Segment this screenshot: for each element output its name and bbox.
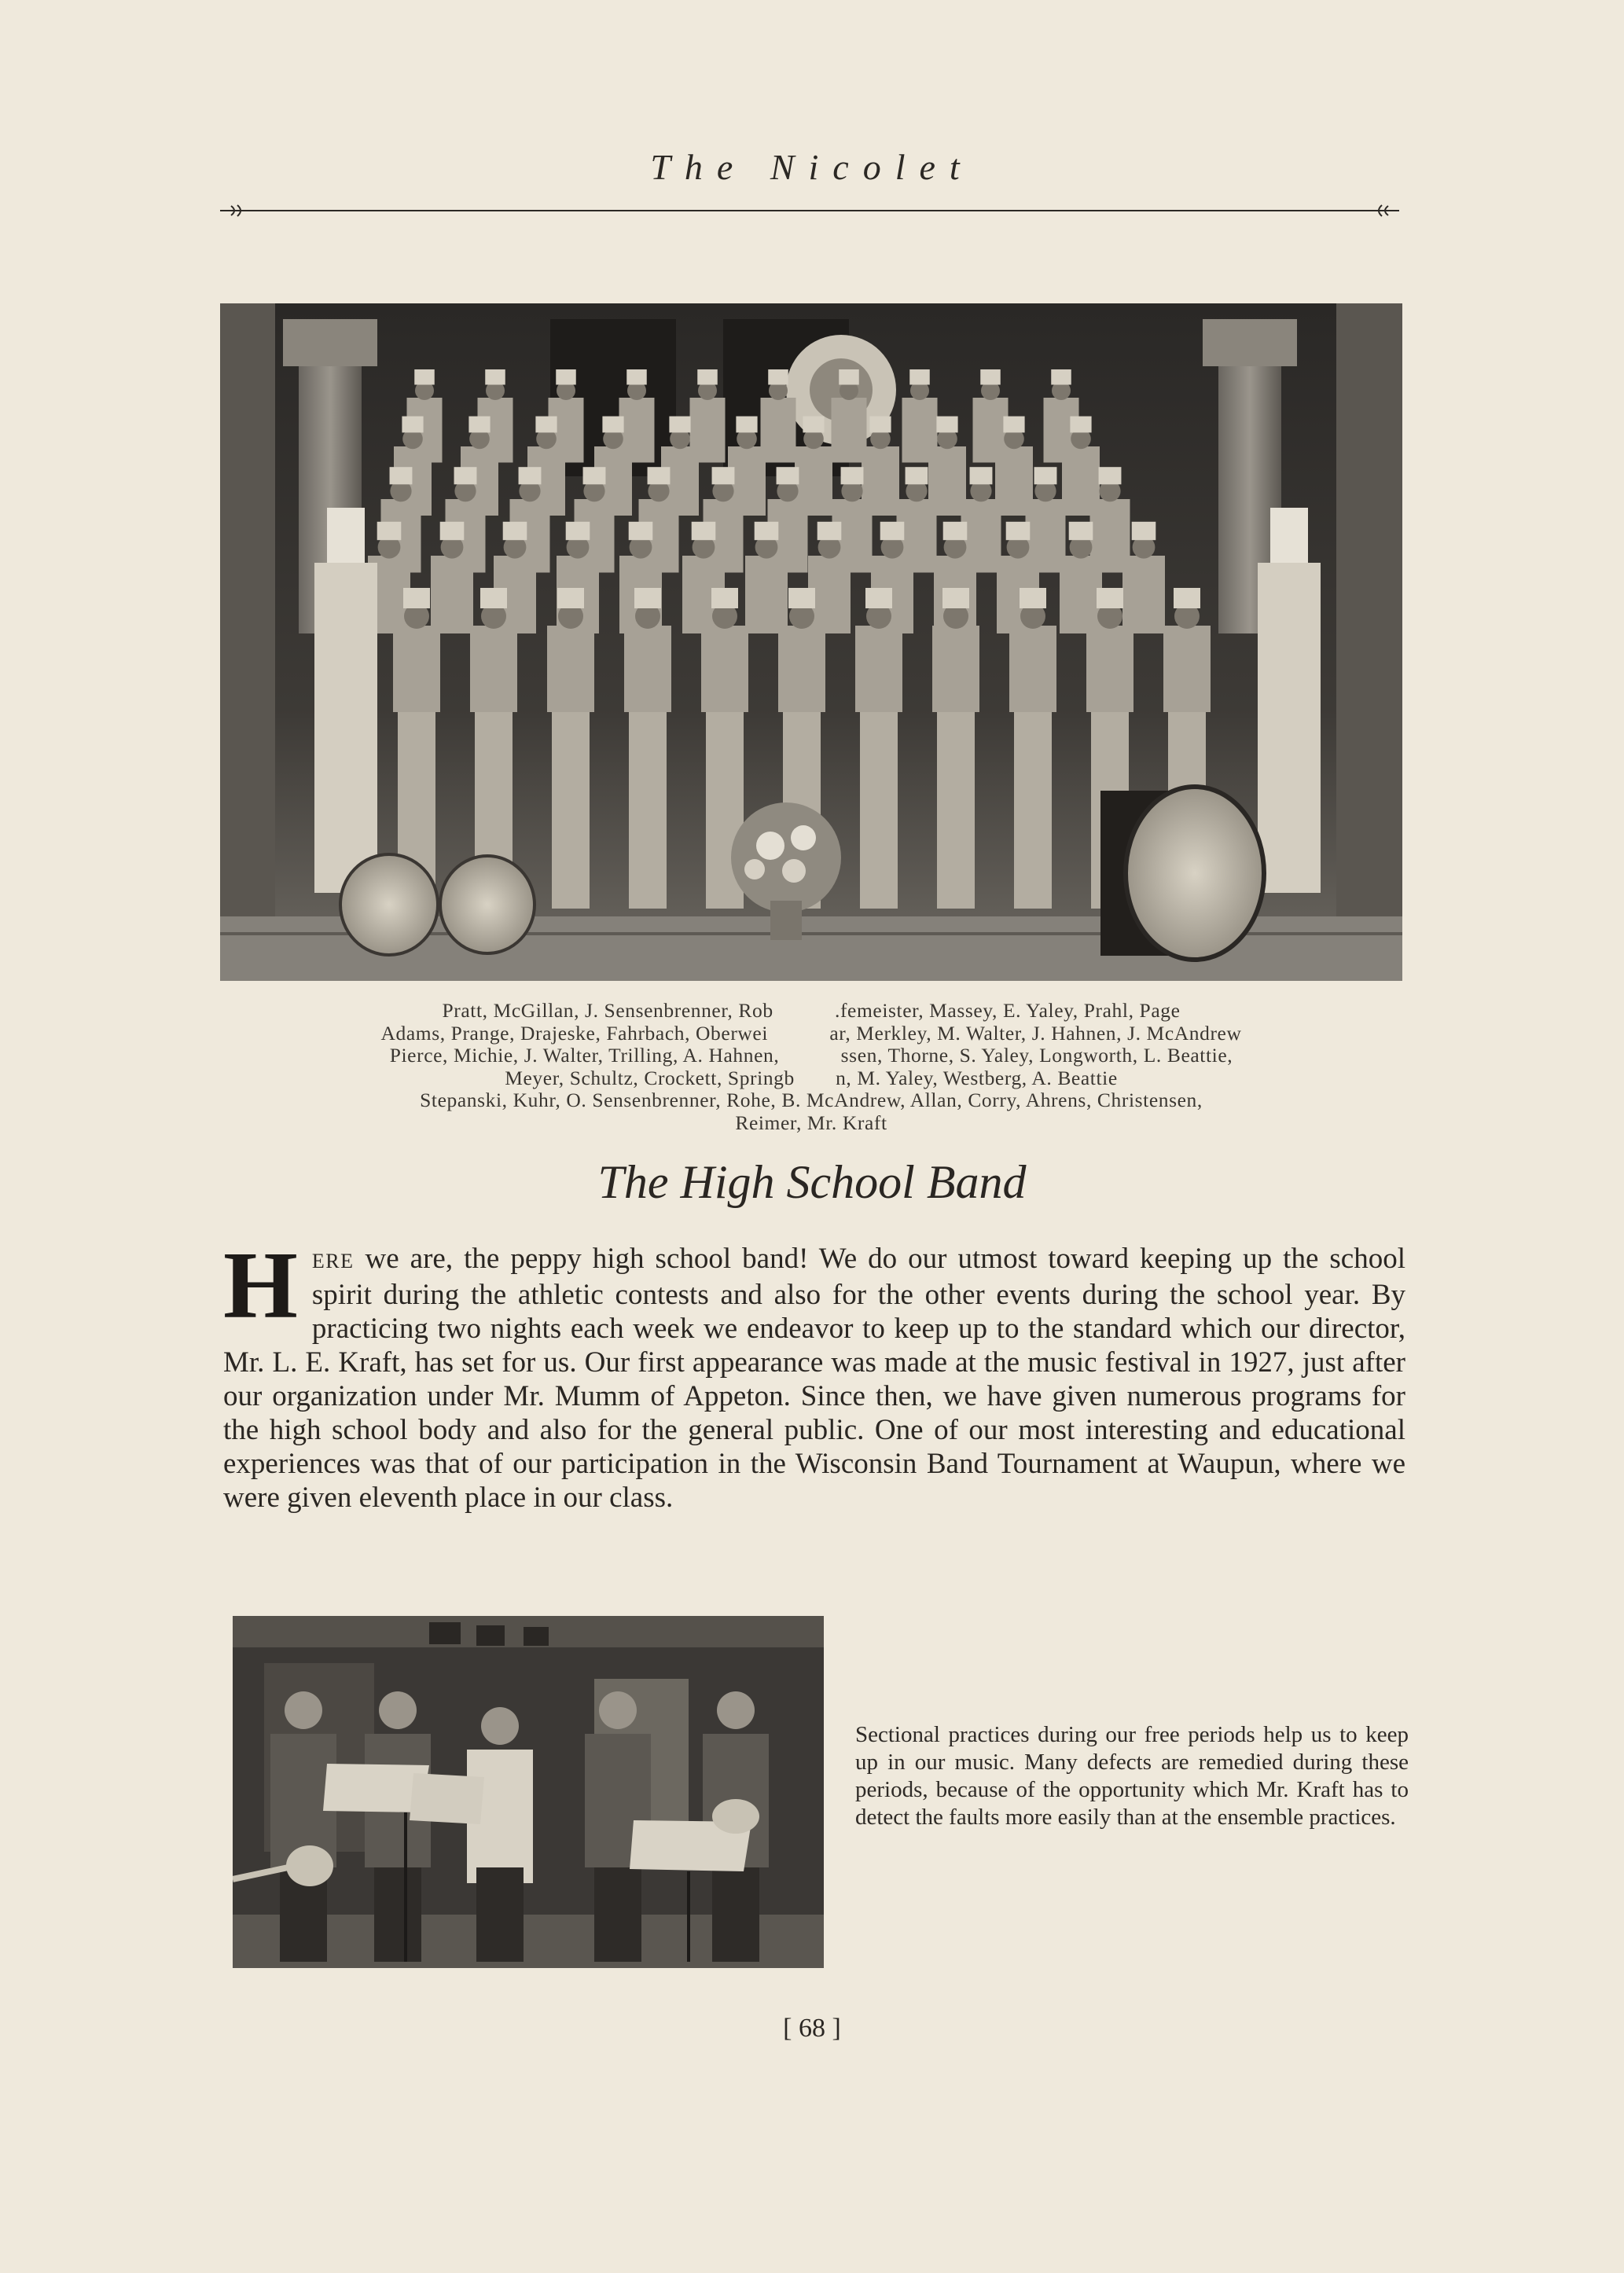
caption-line: Meyer, Schultz, Crockett, Springb n, M. Yaley, Westberg, A. Beattie	[505, 1066, 1118, 1089]
drum-major-hat	[1270, 508, 1308, 563]
band-member-legs	[629, 712, 667, 909]
small-caps-lead: ERE	[311, 1250, 355, 1272]
running-head: The Nicolet	[650, 147, 974, 187]
drop-cap: H	[223, 1232, 298, 1338]
header-rule-ornament	[220, 203, 1399, 218]
band-photo-caption	[220, 1000, 1402, 1134]
band-member-legs	[937, 712, 975, 909]
caption-line: Reimer, Mr. Kraft	[735, 1111, 887, 1134]
drum-major-figure	[314, 563, 377, 893]
band-member-legs	[860, 712, 898, 909]
band-group-photo	[220, 303, 1402, 981]
drum-major-figure	[1258, 563, 1321, 893]
caption-line: Pierce, Michie, J. Walter, Trilling, A. Hahnen, ssen, Thorne, S. Yaley, Longworth, L. Beattie,	[389, 1044, 1233, 1067]
caption-line: Pratt, McGillan, J. Sensenbrenner, Rob .femeister, Massey, E. Yaley, Prahl, Page	[442, 999, 1181, 1022]
section-title: The High School Band	[597, 1156, 1027, 1208]
page-number: [ 68 ]	[783, 2014, 841, 2043]
sectional-practice-caption: Sectional practices during our free periods help us to keep up in our music. Many defects are remedied during these periods, because of the opportunity which Mr. Kraft has to detect the faults more easily than at the ensemble practices.	[855, 1722, 1409, 1830]
band-member-legs	[1014, 712, 1052, 909]
drum-major-hat	[327, 508, 365, 563]
paragraph-text: we are, the peppy high school band! We do our utmost toward keeping up the school spirit during the athletic contests and also for the other events during the school year. By practicing two nights each week we endeavor to keep up to the standard which our director, Mr. L. E. Kraft, has set for us. Our first appearance was made at the music festival in 1927, just after our organization under Mr. Mumm of Appeton. Since then, we have given numerous programs for the high school body and also for the general public. One of our most interesting and educational experiences was that of our participation in the Wisconsin Band Tournament at Waupun, where we were given eleventh place in our class.	[223, 1243, 1405, 1514]
caption-line: Adams, Prange, Drajeske, Fahrbach, Oberwei ar, Merkley, M. Walter, J. Hahnen, J. McAndrew	[380, 1021, 1242, 1045]
body-paragraph	[223, 1232, 1405, 1515]
caption-line: Stepanski, Kuhr, O. Sensenbrenner, Rohe, B. McAndrew, Allan, Corry, Ahrens, Christensen,	[420, 1089, 1203, 1111]
sectional-practice-photo	[233, 1616, 824, 1968]
band-member-legs	[552, 712, 590, 909]
